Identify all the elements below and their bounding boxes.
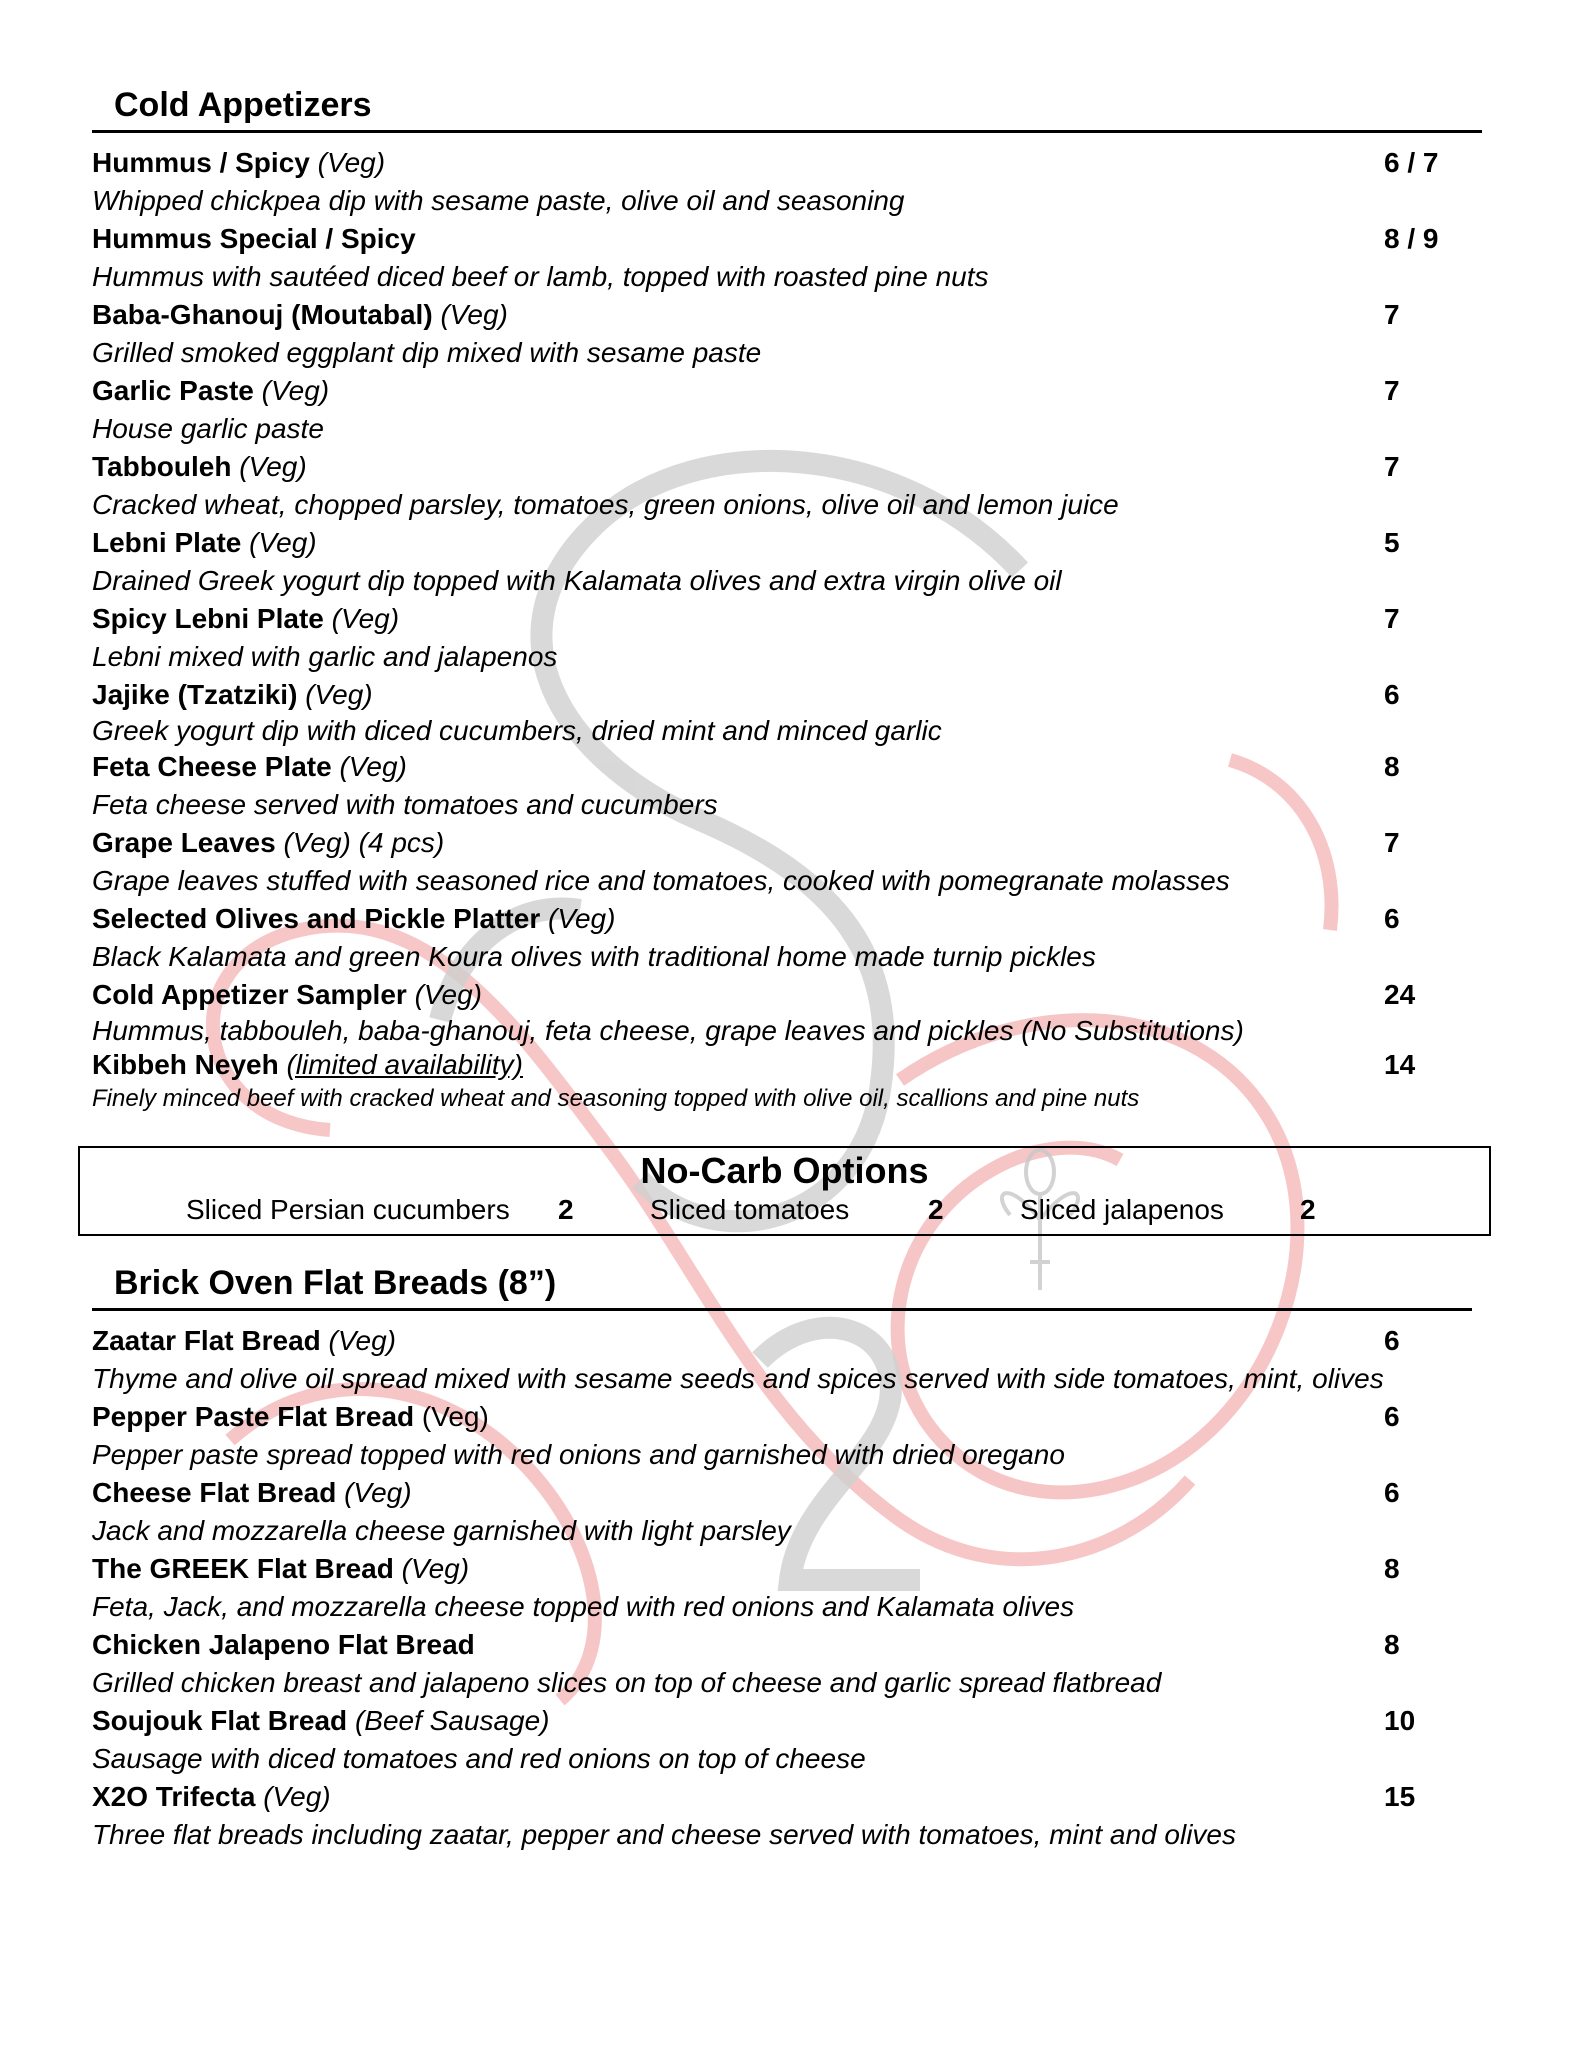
no-carb-options-box	[78, 1146, 1491, 1236]
menu-item-price: 6	[1384, 679, 1400, 710]
menu-item-name: Cold Appetizer Sampler	[92, 979, 407, 1010]
menu-item-note: (Veg)	[548, 903, 616, 934]
menu-item-note: (Veg)	[305, 679, 373, 710]
nocarb-item-name: Sliced tomatoes	[650, 1194, 850, 1225]
menu-item-name: X2O Trifecta	[92, 1781, 256, 1812]
menu-item-heading	[92, 824, 1482, 862]
menu-item-price: 6 / 7	[1384, 147, 1439, 178]
menu-item-heading	[92, 1474, 1472, 1512]
menu-item-description: Whipped chickpea dip with sesame paste, olive oil and seasoning	[92, 185, 905, 216]
menu-item-name: Soujouk Flat Bread	[92, 1705, 348, 1736]
menu-item-price: 5	[1384, 527, 1400, 558]
menu-item	[92, 220, 1482, 296]
menu-item	[92, 600, 1482, 676]
menu-item	[92, 1778, 1472, 1854]
menu-item-price: 14	[1384, 1049, 1416, 1080]
menu-item	[92, 900, 1482, 976]
menu-item-description: Thyme and olive oil spread mixed with sesame seeds and spices served with side tomatoes, mint, olives	[92, 1363, 1384, 1394]
menu-item-name: Chicken Jalapeno Flat Bread	[92, 1629, 475, 1660]
section-title: Cold Appetizers	[114, 86, 372, 124]
menu-item-name: Grape Leaves	[92, 827, 276, 858]
menu-item	[92, 1322, 1472, 1398]
menu-item-list	[92, 144, 1482, 1116]
menu-item-heading	[92, 900, 1482, 938]
menu-item-description: Pepper paste spread topped with red onions and garnished with dried oregano	[92, 1439, 1065, 1470]
menu-item-description: Grilled chicken breast and jalapeno slices on top of cheese and garlic spread flatbread	[92, 1667, 1162, 1698]
menu-item-name: Baba-Ghanouj (Moutabal)	[92, 299, 433, 330]
menu-item	[92, 976, 1482, 1048]
menu-item	[92, 824, 1482, 900]
menu-item-heading	[92, 144, 1482, 182]
menu-item-note: (Veg) (4 pcs)	[283, 827, 445, 858]
menu-item-price: 7	[1384, 299, 1400, 330]
menu-item-description: House garlic paste	[92, 413, 324, 444]
nocarb-item-price: 2	[558, 1194, 574, 1225]
menu-item-name: Hummus Special / Spicy	[92, 223, 416, 254]
menu-item-description: Drained Greek yogurt dip topped with Kalamata olives and extra virgin olive oil	[92, 565, 1062, 596]
menu-item-note: (Veg)	[421, 1401, 489, 1432]
menu-item	[92, 1550, 1472, 1626]
menu-item-heading	[92, 1626, 1472, 1664]
nocarb-item-price: 2	[1300, 1194, 1316, 1225]
menu-item-description: Cracked wheat, chopped parsley, tomatoes, green onions, olive oil and lemon juice	[92, 489, 1119, 520]
menu-item	[92, 1474, 1472, 1550]
menu-item	[92, 372, 1482, 448]
menu-item-note: (Veg)	[401, 1553, 470, 1584]
menu-item-name: Garlic Paste	[92, 375, 254, 406]
menu-item-description: Feta, Jack, and mozzarella cheese topped with red onions and Kalamata olives	[92, 1591, 1075, 1622]
menu-item-note: (Veg)	[263, 1781, 331, 1812]
menu-item-name: Cheese Flat Bread	[92, 1477, 337, 1508]
menu-item	[92, 1702, 1472, 1778]
menu-item-note: (Veg)	[249, 527, 317, 558]
menu-item-price: 7	[1384, 827, 1400, 858]
menu-item-name: Kibbeh Neyeh	[92, 1049, 279, 1080]
menu-item-price: 6	[1384, 1401, 1400, 1432]
menu-item-name: Lebni Plate	[92, 527, 242, 558]
menu-item	[92, 1626, 1472, 1702]
menu-item	[92, 524, 1482, 600]
menu-item-heading	[92, 220, 1482, 258]
menu-item-name: Hummus / Spicy	[92, 147, 310, 178]
menu-item-name: Spicy Lebni Plate	[92, 603, 324, 634]
menu-item-heading	[92, 600, 1482, 638]
menu-item-description: Grilled smoked eggplant dip mixed with sesame paste	[92, 337, 762, 368]
menu-item	[92, 144, 1482, 220]
menu-item-heading	[92, 372, 1482, 410]
menu-item-price: 24	[1384, 979, 1416, 1010]
menu-item-heading	[92, 676, 1482, 714]
menu-item-description: Feta cheese served with tomatoes and cucumbers	[92, 789, 718, 820]
menu-item-heading	[92, 1398, 1472, 1436]
menu-item-heading	[92, 1550, 1472, 1588]
menu-item-name: Zaatar Flat Bread	[92, 1325, 321, 1356]
menu-item-note: (Beef Sausage)	[354, 1705, 550, 1736]
menu-item-note: (Veg)	[344, 1477, 412, 1508]
menu-item-price: 10	[1384, 1705, 1416, 1736]
menu-item-name: Tabbouleh	[92, 451, 232, 482]
menu-item	[92, 676, 1482, 748]
section-title: Brick Oven Flat Breads (8”)	[114, 1264, 557, 1302]
menu-item-note: (Veg)	[261, 375, 330, 406]
menu-item	[92, 296, 1482, 372]
menu-item-note: (Veg)	[239, 451, 307, 482]
menu-item-heading	[92, 296, 1482, 334]
menu-item-description: Three flat breads including zaatar, pepper and cheese served with tomatoes, mint and olives	[92, 1819, 1236, 1850]
nocarb-item-price: 2	[928, 1194, 944, 1225]
menu-item-description: Finely minced beef with cracked wheat and seasoning topped with olive oil, scallions and pine nuts	[92, 1085, 1140, 1112]
section-header	[92, 86, 1482, 133]
menu-item-price: 6	[1384, 1325, 1400, 1356]
menu-item-name: The GREEK Flat Bread	[92, 1553, 394, 1584]
nocarb-item-name: Sliced Persian cucumbers	[186, 1194, 510, 1225]
menu-item-description: Black Kalamata and green Koura olives with traditional home made turnip pickles	[92, 941, 1096, 972]
menu-item-note: (limited availability)	[286, 1049, 523, 1080]
menu-item-note: (Veg)	[414, 979, 483, 1010]
menu-item-name: Jajike (Tzatziki)	[92, 679, 298, 710]
menu-item-heading	[92, 1048, 1482, 1082]
nocarb-item-name: Sliced jalapenos	[1020, 1194, 1224, 1225]
menu-item-list	[92, 1322, 1472, 1854]
menu-item-price: 8	[1384, 1553, 1400, 1584]
menu-item-price: 8	[1384, 1629, 1400, 1660]
menu-item	[92, 448, 1482, 524]
menu-item-heading	[92, 1778, 1472, 1816]
menu-item-price: 7	[1384, 603, 1400, 634]
menu-item-description: Greek yogurt dip with diced cucumbers, dried mint and minced garlic	[92, 715, 942, 746]
menu-item-price: 15	[1384, 1781, 1416, 1812]
menu-item-note: (Veg)	[317, 147, 386, 178]
menu-item-description: Sausage with diced tomatoes and red onions on top of cheese	[92, 1743, 866, 1774]
menu-item-note: (Veg)	[331, 603, 400, 634]
menu-item-name: Feta Cheese Plate	[92, 751, 332, 782]
menu-item-price: 6	[1384, 1477, 1400, 1508]
menu-item	[92, 748, 1482, 824]
section-header	[92, 1264, 1472, 1311]
menu-item-description: Hummus with sautéed diced beef or lamb, topped with roasted pine nuts	[92, 261, 989, 292]
menu-item-heading	[92, 1702, 1472, 1740]
menu-item-price: 7	[1384, 375, 1400, 406]
menu-item-heading	[92, 1322, 1472, 1360]
menu-item-note: (Veg)	[440, 299, 508, 330]
section-title: No-Carb Options	[640, 1150, 929, 1191]
menu-item-heading	[92, 524, 1482, 562]
menu-item-heading	[92, 976, 1482, 1014]
menu-item-price: 8	[1384, 751, 1400, 782]
menu-item-note: (Veg)	[328, 1325, 396, 1356]
menu-item-heading	[92, 448, 1482, 486]
menu-item-price: 7	[1384, 451, 1400, 482]
menu-item-price: 8 / 9	[1384, 223, 1439, 254]
menu-item	[92, 1048, 1482, 1116]
menu-item-name: Pepper Paste Flat Bread	[92, 1401, 415, 1432]
menu-item-price: 6	[1384, 903, 1400, 934]
menu-item-description: Grape leaves stuffed with seasoned rice and tomatoes, cooked with pomegranate molasses	[92, 865, 1230, 896]
menu-item-description: Jack and mozzarella cheese garnished with light parsley	[92, 1515, 791, 1546]
menu-item-heading	[92, 748, 1482, 786]
menu-item-description: Hummus, tabbouleh, baba-ghanouj, feta cheese, grape leaves and pickles (No Substitutions)	[92, 1015, 1244, 1046]
menu-item-name: Selected Olives and Pickle Platter	[92, 903, 541, 934]
menu-item-note: (Veg)	[339, 751, 407, 782]
menu-item-description: Lebni mixed with garlic and jalapenos	[92, 641, 558, 672]
menu-item	[92, 1398, 1472, 1474]
